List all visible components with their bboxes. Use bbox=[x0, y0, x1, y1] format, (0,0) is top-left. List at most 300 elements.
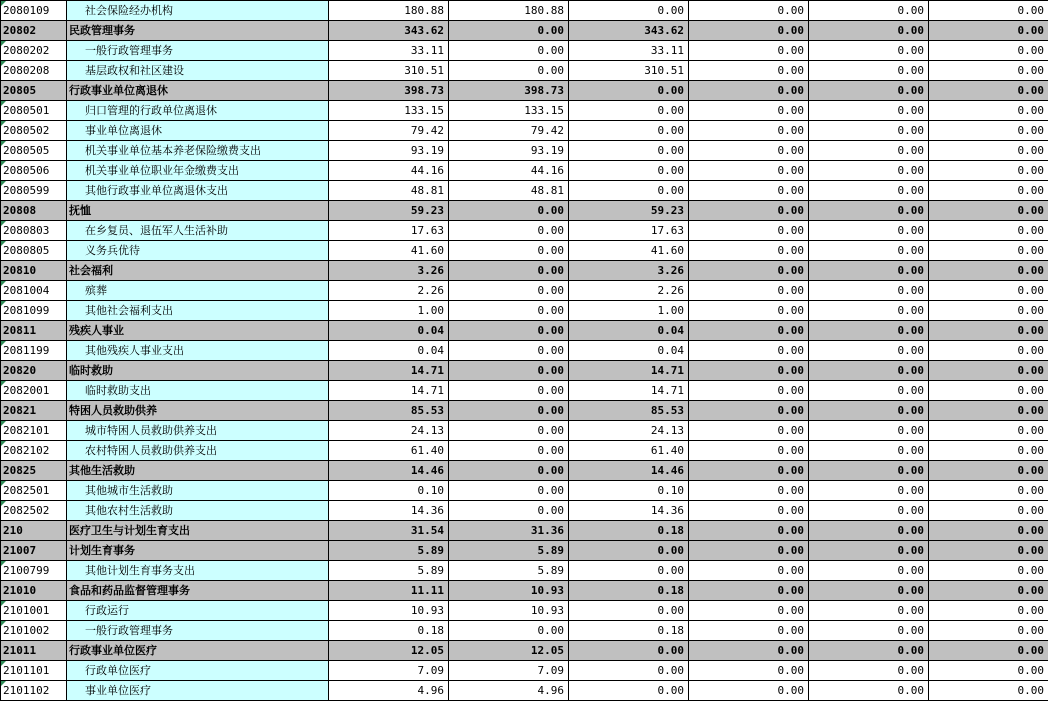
cell-amount[interactable]: 0.00 bbox=[449, 481, 569, 501]
cell-code[interactable] bbox=[1, 661, 67, 681]
cell-amount[interactable]: 0.00 bbox=[449, 261, 569, 281]
cell-amount[interactable]: 0.00 bbox=[929, 521, 1048, 541]
cell-name[interactable]: 特困人员救助供养 bbox=[67, 401, 329, 421]
cell-amount[interactable]: 0.00 bbox=[689, 401, 809, 421]
cell-amount[interactable]: 0.00 bbox=[689, 501, 809, 521]
cell-amount[interactable]: 0.00 bbox=[449, 341, 569, 361]
cell-name[interactable]: 医疗卫生与计划生育支出 bbox=[67, 521, 329, 541]
cell-amount[interactable]: 2.26 bbox=[329, 281, 449, 301]
cell-amount[interactable]: 0.00 bbox=[689, 181, 809, 201]
cell-amount[interactable]: 0.00 bbox=[809, 341, 929, 361]
cell-amount[interactable]: 343.62 bbox=[569, 21, 689, 41]
cell-amount[interactable]: 0.00 bbox=[809, 161, 929, 181]
cell-amount[interactable]: 0.00 bbox=[809, 581, 929, 601]
cell-code[interactable] bbox=[1, 61, 67, 81]
cell-amount[interactable]: 0.00 bbox=[809, 121, 929, 141]
cell-amount[interactable]: 0.00 bbox=[569, 661, 689, 681]
cell-amount[interactable]: 17.63 bbox=[329, 221, 449, 241]
cell-amount[interactable]: 79.42 bbox=[329, 121, 449, 141]
cell-amount[interactable]: 24.13 bbox=[569, 421, 689, 441]
cell-amount[interactable]: 0.00 bbox=[809, 421, 929, 441]
cell-amount[interactable]: 0.00 bbox=[929, 501, 1048, 521]
cell-amount[interactable]: 11.11 bbox=[329, 581, 449, 601]
cell-amount[interactable]: 398.73 bbox=[449, 81, 569, 101]
cell-amount[interactable]: 0.00 bbox=[569, 1, 689, 21]
cell-amount[interactable]: 0.00 bbox=[689, 1, 809, 21]
cell-amount[interactable]: 1.00 bbox=[329, 301, 449, 321]
cell-amount[interactable]: 0.00 bbox=[689, 121, 809, 141]
cell-name[interactable]: 其他生活救助 bbox=[67, 461, 329, 481]
cell-amount[interactable]: 14.46 bbox=[329, 461, 449, 481]
cell-amount[interactable]: 0.04 bbox=[329, 321, 449, 341]
cell-amount[interactable]: 0.00 bbox=[929, 161, 1048, 181]
cell-name[interactable]: 行政事业单位医疗 bbox=[67, 641, 329, 661]
cell-name[interactable]: 临时救助支出 bbox=[67, 381, 329, 401]
cell-amount[interactable]: 41.60 bbox=[329, 241, 449, 261]
cell-amount[interactable]: 0.00 bbox=[809, 661, 929, 681]
cell-amount[interactable]: 0.18 bbox=[569, 581, 689, 601]
cell-amount[interactable]: 0.00 bbox=[689, 661, 809, 681]
cell-amount[interactable]: 14.36 bbox=[329, 501, 449, 521]
cell-amount[interactable]: 0.00 bbox=[809, 501, 929, 521]
cell-amount[interactable]: 48.81 bbox=[329, 181, 449, 201]
cell-name[interactable]: 一般行政管理事务 bbox=[67, 41, 329, 61]
cell-amount[interactable]: 0.04 bbox=[569, 341, 689, 361]
cell-amount[interactable]: 0.00 bbox=[929, 601, 1048, 621]
cell-amount[interactable]: 0.00 bbox=[449, 501, 569, 521]
cell-amount[interactable]: 14.36 bbox=[569, 501, 689, 521]
cell-amount[interactable]: 0.00 bbox=[929, 561, 1048, 581]
cell-code[interactable] bbox=[1, 501, 67, 521]
cell-amount[interactable]: 0.00 bbox=[809, 441, 929, 461]
table-row bbox=[1, 121, 1048, 141]
cell-amount[interactable]: 0.00 bbox=[689, 201, 809, 221]
cell-amount[interactable]: 0.00 bbox=[449, 381, 569, 401]
cell-amount[interactable]: 0.00 bbox=[809, 321, 929, 341]
cell-amount[interactable]: 0.00 bbox=[929, 321, 1048, 341]
cell-name[interactable]: 其他农村生活救助 bbox=[67, 501, 329, 521]
cell-amount[interactable]: 0.00 bbox=[929, 201, 1048, 221]
cell-amount[interactable]: 180.88 bbox=[329, 1, 449, 21]
cell-name[interactable]: 机关事业单位职业年金缴费支出 bbox=[67, 161, 329, 181]
cell-code[interactable] bbox=[1, 641, 67, 661]
cell-amount[interactable]: 0.00 bbox=[929, 301, 1048, 321]
cell-amount[interactable]: 0.00 bbox=[689, 41, 809, 61]
cell-code[interactable] bbox=[1, 361, 67, 381]
cell-amount[interactable]: 0.00 bbox=[449, 21, 569, 41]
cell-name[interactable]: 抚恤 bbox=[67, 201, 329, 221]
cell-code[interactable] bbox=[1, 1, 67, 21]
cell-amount[interactable]: 0.00 bbox=[689, 481, 809, 501]
cell-amount[interactable]: 0.00 bbox=[809, 141, 929, 161]
cell-amount[interactable]: 12.05 bbox=[449, 641, 569, 661]
cell-amount[interactable]: 0.00 bbox=[809, 1, 929, 21]
cell-code[interactable] bbox=[1, 441, 67, 461]
cell-code-text: 2101002 bbox=[3, 624, 50, 637]
cell-amount[interactable]: 0.00 bbox=[689, 301, 809, 321]
cell-amount[interactable]: 0.00 bbox=[689, 101, 809, 121]
cell-amount[interactable]: 0.00 bbox=[689, 61, 809, 81]
cell-amount[interactable]: 0.00 bbox=[569, 121, 689, 141]
cell-amount[interactable]: 0.00 bbox=[929, 401, 1048, 421]
cell-amount[interactable]: 180.88 bbox=[449, 1, 569, 21]
cell-amount[interactable]: 0.00 bbox=[689, 641, 809, 661]
cell-amount[interactable]: 48.81 bbox=[449, 181, 569, 201]
cell-amount[interactable]: 0.00 bbox=[449, 421, 569, 441]
text-number-indicator-icon bbox=[1, 241, 6, 246]
cell-amount[interactable]: 0.00 bbox=[689, 321, 809, 341]
cell-amount[interactable]: 0.00 bbox=[689, 461, 809, 481]
cell-amount[interactable]: 0.00 bbox=[569, 601, 689, 621]
table-row bbox=[1, 161, 1048, 181]
cell-amount[interactable]: 0.00 bbox=[809, 681, 929, 701]
cell-amount[interactable]: 24.13 bbox=[329, 421, 449, 441]
cell-amount[interactable]: 5.89 bbox=[449, 541, 569, 561]
cell-code-text: 2081004 bbox=[3, 284, 50, 297]
cell-amount[interactable]: 14.71 bbox=[329, 361, 449, 381]
cell-amount[interactable]: 133.15 bbox=[449, 101, 569, 121]
cell-amount[interactable]: 61.40 bbox=[569, 441, 689, 461]
cell-name[interactable]: 义务兵优待 bbox=[67, 241, 329, 261]
cell-name[interactable]: 农村特困人员救助供养支出 bbox=[67, 441, 329, 461]
cell-amount[interactable]: 0.00 bbox=[809, 461, 929, 481]
cell-amount[interactable]: 4.96 bbox=[329, 681, 449, 701]
cell-amount[interactable]: 0.00 bbox=[809, 641, 929, 661]
text-number-indicator-icon bbox=[1, 141, 6, 146]
cell-code[interactable] bbox=[1, 341, 67, 361]
cell-amount[interactable]: 0.00 bbox=[809, 381, 929, 401]
cell-amount[interactable]: 0.00 bbox=[449, 241, 569, 261]
cell-amount[interactable]: 0.00 bbox=[809, 561, 929, 581]
cell-code[interactable] bbox=[1, 421, 67, 441]
cell-amount[interactable]: 93.19 bbox=[449, 141, 569, 161]
cell-name[interactable]: 行政事业单位离退休 bbox=[67, 81, 329, 101]
cell-amount[interactable]: 0.00 bbox=[809, 521, 929, 541]
cell-amount[interactable]: 5.89 bbox=[449, 561, 569, 581]
cell-amount[interactable]: 0.00 bbox=[809, 21, 929, 41]
cell-amount[interactable]: 0.00 bbox=[929, 61, 1048, 81]
cell-code[interactable] bbox=[1, 101, 67, 121]
cell-amount[interactable]: 0.00 bbox=[689, 81, 809, 101]
cell-name[interactable]: 食品和药品监督管理事务 bbox=[67, 581, 329, 601]
cell-amount[interactable]: 0.18 bbox=[569, 621, 689, 641]
cell-amount[interactable]: 0.00 bbox=[809, 401, 929, 421]
cell-amount[interactable]: 0.00 bbox=[569, 141, 689, 161]
cell-name[interactable]: 事业单位离退休 bbox=[67, 121, 329, 141]
cell-amount[interactable]: 0.00 bbox=[809, 541, 929, 561]
cell-name[interactable]: 社会保险经办机构 bbox=[67, 1, 329, 21]
cell-code[interactable] bbox=[1, 521, 67, 541]
cell-name[interactable]: 其他残疾人事业支出 bbox=[67, 341, 329, 361]
cell-amount[interactable]: 4.96 bbox=[449, 681, 569, 701]
cell-code[interactable] bbox=[1, 41, 67, 61]
cell-amount[interactable]: 44.16 bbox=[329, 161, 449, 181]
cell-amount[interactable]: 0.00 bbox=[449, 221, 569, 241]
cell-amount[interactable]: 0.00 bbox=[449, 461, 569, 481]
cell-amount[interactable]: 0.00 bbox=[929, 21, 1048, 41]
cell-amount[interactable]: 0.00 bbox=[809, 481, 929, 501]
cell-name[interactable]: 其他计划生育事务支出 bbox=[67, 561, 329, 581]
cell-amount[interactable]: 0.00 bbox=[929, 181, 1048, 201]
cell-code[interactable] bbox=[1, 201, 67, 221]
cell-amount[interactable]: 0.00 bbox=[449, 281, 569, 301]
cell-amount[interactable]: 0.00 bbox=[689, 601, 809, 621]
cell-amount[interactable]: 0.00 bbox=[809, 261, 929, 281]
cell-amount[interactable]: 0.04 bbox=[329, 341, 449, 361]
cell-amount[interactable]: 0.00 bbox=[689, 421, 809, 441]
cell-amount[interactable]: 0.00 bbox=[929, 101, 1048, 121]
cell-code[interactable] bbox=[1, 461, 67, 481]
cell-amount[interactable]: 79.42 bbox=[449, 121, 569, 141]
cell-amount[interactable]: 44.16 bbox=[449, 161, 569, 181]
cell-code[interactable] bbox=[1, 321, 67, 341]
cell-name[interactable]: 其他社会福利支出 bbox=[67, 301, 329, 321]
cell-code-text: 21010 bbox=[3, 584, 37, 597]
cell-amount[interactable]: 0.00 bbox=[449, 301, 569, 321]
cell-name[interactable]: 民政管理事务 bbox=[67, 21, 329, 41]
cell-amount[interactable]: 0.00 bbox=[929, 621, 1048, 641]
cell-amount[interactable]: 0.18 bbox=[329, 621, 449, 641]
cell-amount[interactable]: 93.19 bbox=[329, 141, 449, 161]
cell-amount[interactable]: 398.73 bbox=[329, 81, 449, 101]
cell-amount[interactable]: 0.00 bbox=[809, 181, 929, 201]
cell-amount[interactable]: 14.71 bbox=[569, 381, 689, 401]
cell-amount[interactable]: 0.00 bbox=[689, 281, 809, 301]
cell-amount[interactable]: 61.40 bbox=[329, 441, 449, 461]
cell-amount[interactable]: 0.00 bbox=[449, 441, 569, 461]
cell-code[interactable] bbox=[1, 241, 67, 261]
cell-amount[interactable]: 0.00 bbox=[929, 421, 1048, 441]
cell-amount[interactable]: 31.54 bbox=[329, 521, 449, 541]
cell-amount[interactable]: 0.00 bbox=[569, 161, 689, 181]
cell-code[interactable] bbox=[1, 281, 67, 301]
cell-amount[interactable]: 0.00 bbox=[689, 681, 809, 701]
cell-amount[interactable]: 33.11 bbox=[569, 41, 689, 61]
cell-amount[interactable]: 85.53 bbox=[329, 401, 449, 421]
cell-code-text: 2080501 bbox=[3, 104, 50, 117]
cell-code[interactable] bbox=[1, 141, 67, 161]
cell-amount[interactable]: 0.00 bbox=[569, 181, 689, 201]
cell-name[interactable]: 计划生育事务 bbox=[67, 541, 329, 561]
cell-amount[interactable]: 0.00 bbox=[449, 201, 569, 221]
cell-name[interactable]: 在乡复员、退伍军人生活补助 bbox=[67, 221, 329, 241]
cell-code[interactable] bbox=[1, 541, 67, 561]
cell-amount[interactable]: 0.00 bbox=[689, 221, 809, 241]
cell-name[interactable]: 一般行政管理事务 bbox=[67, 621, 329, 641]
cell-amount[interactable]: 0.00 bbox=[689, 561, 809, 581]
cell-amount[interactable]: 59.23 bbox=[569, 201, 689, 221]
cell-amount[interactable]: 0.00 bbox=[809, 361, 929, 381]
cell-amount[interactable]: 0.00 bbox=[809, 221, 929, 241]
cell-amount[interactable]: 5.89 bbox=[329, 541, 449, 561]
cell-name[interactable]: 殡葬 bbox=[67, 281, 329, 301]
cell-amount[interactable]: 33.11 bbox=[329, 41, 449, 61]
cell-amount[interactable]: 0.00 bbox=[689, 261, 809, 281]
cell-code[interactable] bbox=[1, 121, 67, 141]
cell-amount[interactable]: 0.00 bbox=[449, 61, 569, 81]
cell-amount[interactable]: 10.93 bbox=[329, 601, 449, 621]
cell-amount[interactable]: 0.00 bbox=[929, 281, 1048, 301]
cell-amount[interactable]: 133.15 bbox=[329, 101, 449, 121]
cell-amount[interactable]: 0.00 bbox=[689, 621, 809, 641]
cell-code[interactable] bbox=[1, 261, 67, 281]
cell-amount[interactable]: 10.93 bbox=[449, 581, 569, 601]
cell-code-text: 2082501 bbox=[3, 484, 50, 497]
cell-amount[interactable]: 0.00 bbox=[929, 41, 1048, 61]
cell-amount[interactable]: 0.00 bbox=[929, 221, 1048, 241]
cell-amount[interactable]: 0.00 bbox=[929, 381, 1048, 401]
cell-code[interactable] bbox=[1, 181, 67, 201]
cell-amount[interactable]: 0.00 bbox=[569, 641, 689, 661]
cell-amount[interactable]: 5.89 bbox=[329, 561, 449, 581]
cell-amount[interactable]: 7.09 bbox=[449, 661, 569, 681]
cell-name[interactable]: 机关事业单位基本养老保险缴费支出 bbox=[67, 141, 329, 161]
cell-name[interactable]: 残疾人事业 bbox=[67, 321, 329, 341]
cell-name[interactable]: 其他城市生活救助 bbox=[67, 481, 329, 501]
cell-amount[interactable]: 0.00 bbox=[689, 161, 809, 181]
table-row-category bbox=[1, 401, 1048, 421]
cell-amount[interactable]: 14.71 bbox=[329, 381, 449, 401]
cell-code[interactable] bbox=[1, 481, 67, 501]
cell-amount[interactable]: 7.09 bbox=[329, 661, 449, 681]
cell-name[interactable]: 其他行政事业单位离退休支出 bbox=[67, 181, 329, 201]
cell-amount[interactable]: 0.00 bbox=[929, 641, 1048, 661]
text-number-indicator-icon bbox=[1, 381, 6, 386]
cell-amount[interactable]: 0.18 bbox=[569, 521, 689, 541]
cell-code[interactable] bbox=[1, 561, 67, 581]
cell-amount[interactable]: 0.00 bbox=[929, 541, 1048, 561]
cell-name[interactable]: 临时救助 bbox=[67, 361, 329, 381]
cell-amount[interactable]: 0.00 bbox=[809, 201, 929, 221]
cell-amount[interactable]: 0.00 bbox=[929, 581, 1048, 601]
cell-amount[interactable]: 0.00 bbox=[689, 141, 809, 161]
text-number-indicator-icon bbox=[1, 281, 6, 286]
cell-name[interactable]: 归口管理的行政单位离退休 bbox=[67, 101, 329, 121]
cell-amount[interactable]: 12.05 bbox=[329, 641, 449, 661]
cell-amount[interactable]: 310.51 bbox=[329, 61, 449, 81]
cell-amount[interactable]: 0.00 bbox=[689, 341, 809, 361]
cell-amount[interactable]: 0.00 bbox=[929, 141, 1048, 161]
cell-name[interactable]: 城市特困人员救助供养支出 bbox=[67, 421, 329, 441]
cell-amount[interactable]: 0.00 bbox=[689, 361, 809, 381]
cell-amount[interactable]: 0.00 bbox=[809, 101, 929, 121]
cell-code[interactable] bbox=[1, 681, 67, 701]
cell-amount[interactable]: 0.00 bbox=[929, 461, 1048, 481]
cell-amount[interactable]: 0.00 bbox=[929, 441, 1048, 461]
cell-amount[interactable]: 0.00 bbox=[809, 81, 929, 101]
cell-amount[interactable]: 17.63 bbox=[569, 221, 689, 241]
cell-amount[interactable]: 0.00 bbox=[809, 241, 929, 261]
cell-amount[interactable]: 0.00 bbox=[569, 81, 689, 101]
table-row bbox=[1, 281, 1048, 301]
cell-amount[interactable]: 0.00 bbox=[809, 601, 929, 621]
cell-amount[interactable]: 343.62 bbox=[329, 21, 449, 41]
cell-amount[interactable]: 0.00 bbox=[929, 481, 1048, 501]
cell-amount[interactable]: 0.00 bbox=[449, 361, 569, 381]
cell-amount[interactable]: 0.04 bbox=[569, 321, 689, 341]
cell-amount[interactable]: 0.00 bbox=[809, 41, 929, 61]
cell-amount[interactable]: 0.00 bbox=[809, 621, 929, 641]
cell-amount[interactable]: 2.26 bbox=[569, 281, 689, 301]
cell-amount[interactable]: 3.26 bbox=[569, 261, 689, 281]
cell-amount[interactable]: 0.00 bbox=[449, 41, 569, 61]
cell-amount[interactable]: 0.00 bbox=[449, 621, 569, 641]
cell-amount[interactable]: 0.00 bbox=[689, 441, 809, 461]
cell-code[interactable] bbox=[1, 21, 67, 41]
cell-amount[interactable]: 3.26 bbox=[329, 261, 449, 281]
cell-code[interactable] bbox=[1, 381, 67, 401]
cell-code[interactable] bbox=[1, 81, 67, 101]
cell-code[interactable] bbox=[1, 221, 67, 241]
cell-amount[interactable]: 0.00 bbox=[689, 541, 809, 561]
cell-amount[interactable]: 59.23 bbox=[329, 201, 449, 221]
cell-amount[interactable]: 0.00 bbox=[929, 121, 1048, 141]
cell-amount[interactable]: 0.00 bbox=[809, 301, 929, 321]
cell-amount[interactable]: 1.00 bbox=[569, 301, 689, 321]
cell-amount[interactable]: 0.00 bbox=[569, 561, 689, 581]
cell-code[interactable] bbox=[1, 401, 67, 421]
cell-amount[interactable]: 0.00 bbox=[569, 541, 689, 561]
cell-code-text: 2081199 bbox=[3, 344, 50, 357]
cell-amount[interactable]: 0.00 bbox=[689, 521, 809, 541]
cell-amount[interactable]: 0.00 bbox=[569, 101, 689, 121]
cell-amount[interactable]: 14.71 bbox=[569, 361, 689, 381]
cell-amount[interactable]: 0.00 bbox=[689, 581, 809, 601]
table-row bbox=[1, 1, 1048, 21]
cell-amount[interactable]: 85.53 bbox=[569, 401, 689, 421]
cell-amount[interactable]: 0.00 bbox=[929, 1, 1048, 21]
cell-code[interactable] bbox=[1, 161, 67, 181]
cell-amount[interactable]: 0.00 bbox=[929, 341, 1048, 361]
cell-amount[interactable]: 41.60 bbox=[569, 241, 689, 261]
cell-amount[interactable]: 0.00 bbox=[929, 661, 1048, 681]
table-row bbox=[1, 561, 1048, 581]
cell-code[interactable] bbox=[1, 601, 67, 621]
cell-amount[interactable]: 0.00 bbox=[929, 261, 1048, 281]
cell-amount[interactable]: 0.00 bbox=[689, 241, 809, 261]
cell-code[interactable] bbox=[1, 301, 67, 321]
cell-amount[interactable]: 0.00 bbox=[929, 241, 1048, 261]
cell-amount[interactable]: 0.00 bbox=[929, 361, 1048, 381]
cell-amount[interactable]: 0.00 bbox=[569, 681, 689, 701]
cell-amount[interactable]: 0.00 bbox=[449, 321, 569, 341]
cell-amount[interactable]: 0.00 bbox=[449, 401, 569, 421]
cell-amount[interactable]: 0.00 bbox=[929, 81, 1048, 101]
cell-amount[interactable]: 310.51 bbox=[569, 61, 689, 81]
table-row bbox=[1, 501, 1048, 521]
cell-amount[interactable]: 0.00 bbox=[809, 61, 929, 81]
cell-amount[interactable]: 0.10 bbox=[329, 481, 449, 501]
cell-amount[interactable]: 10.93 bbox=[449, 601, 569, 621]
cell-amount[interactable]: 0.10 bbox=[569, 481, 689, 501]
cell-code[interactable] bbox=[1, 581, 67, 601]
cell-code-text: 20810 bbox=[3, 264, 37, 277]
cell-code[interactable] bbox=[1, 621, 67, 641]
cell-amount[interactable]: 31.36 bbox=[449, 521, 569, 541]
cell-amount[interactable]: 0.00 bbox=[689, 381, 809, 401]
cell-name[interactable]: 行政单位医疗 bbox=[67, 661, 329, 681]
cell-amount[interactable]: 0.00 bbox=[689, 21, 809, 41]
cell-amount[interactable]: 14.46 bbox=[569, 461, 689, 481]
cell-amount[interactable]: 0.00 bbox=[809, 281, 929, 301]
cell-name[interactable]: 事业单位医疗 bbox=[67, 681, 329, 701]
cell-amount[interactable]: 0.00 bbox=[929, 681, 1048, 701]
cell-name[interactable]: 基层政权和社区建设 bbox=[67, 61, 329, 81]
cell-name[interactable]: 行政运行 bbox=[67, 601, 329, 621]
cell-name[interactable]: 社会福利 bbox=[67, 261, 329, 281]
cell-code-text: 2082102 bbox=[3, 444, 50, 457]
table-row-category bbox=[1, 581, 1048, 601]
